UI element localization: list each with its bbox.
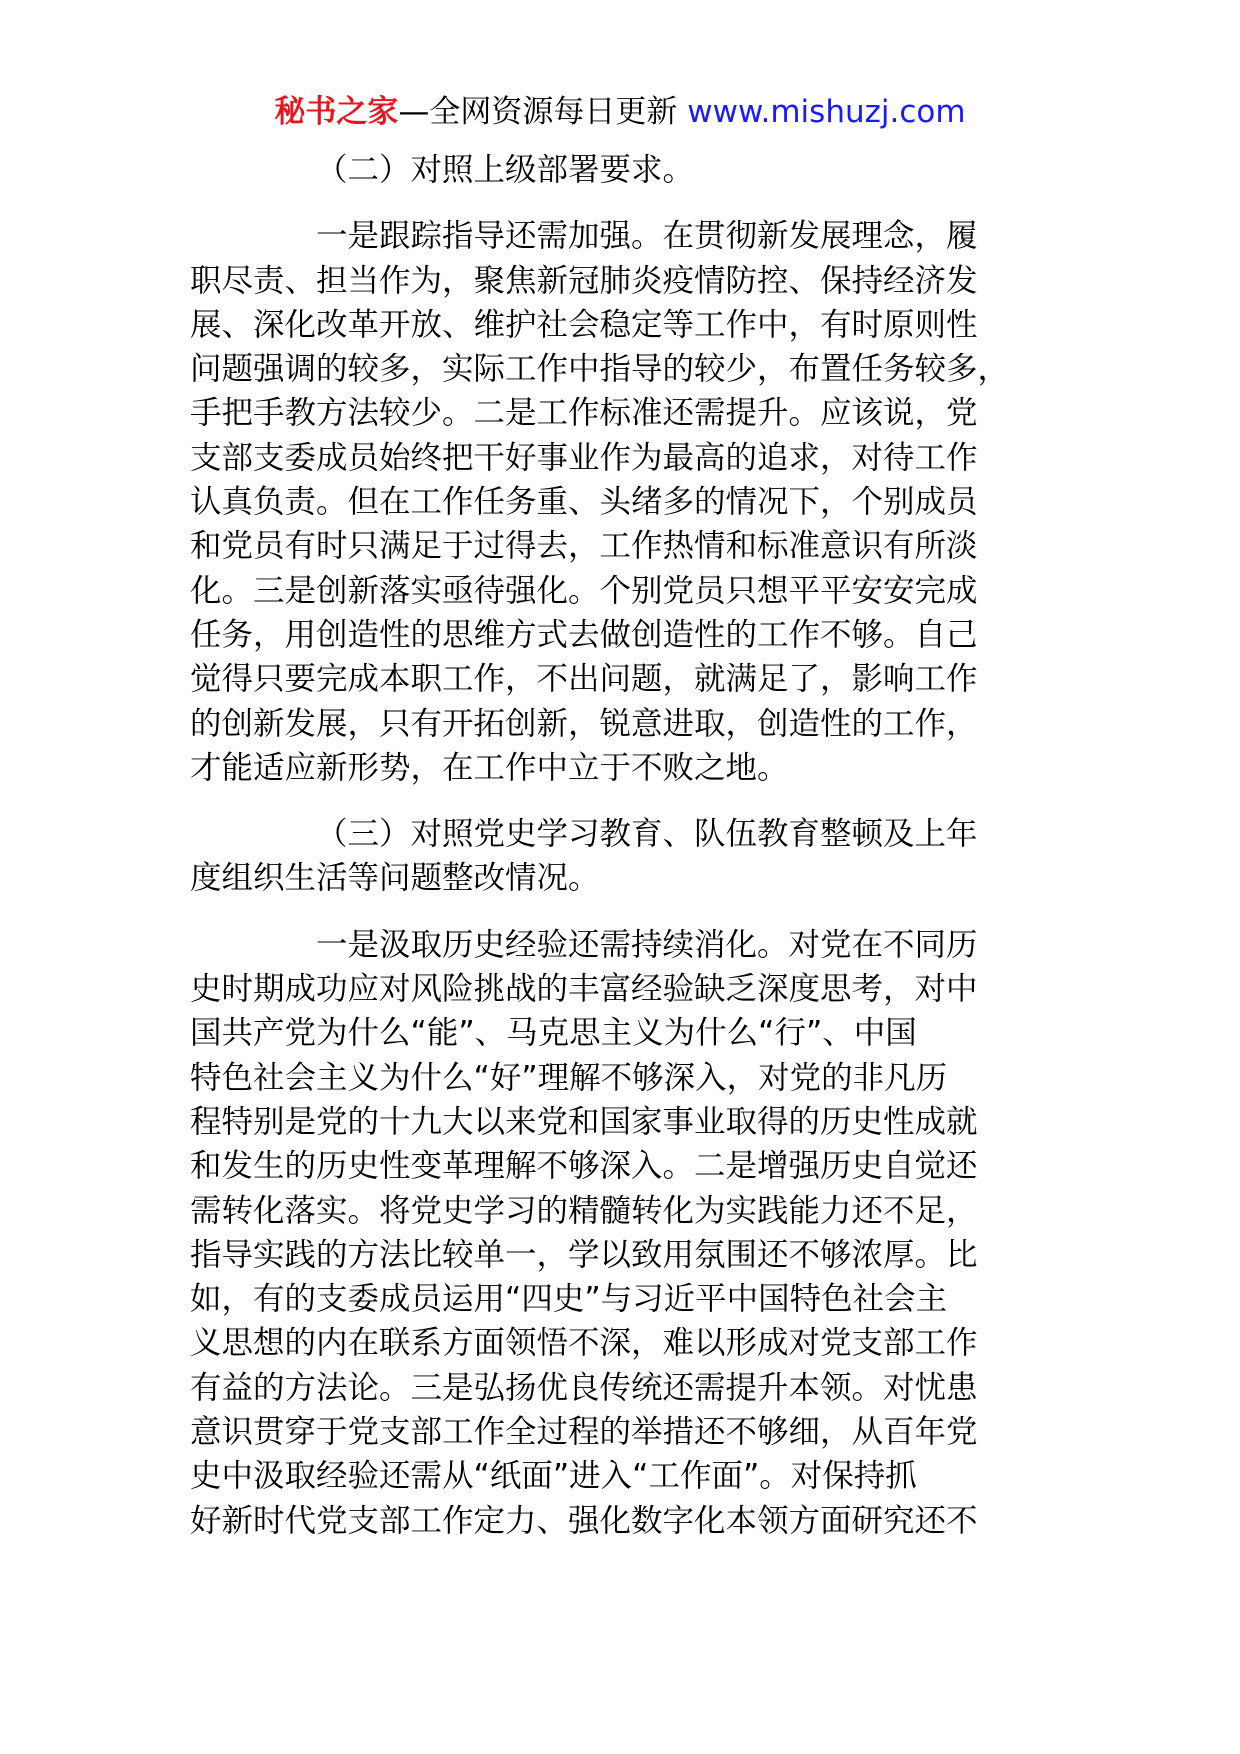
heading-line: （三）对照党史学习教育、队伍教育整顿及上年 — [316, 816, 978, 853]
section-3-paragraph — [190, 923, 1050, 1543]
text-line: 如，有的支委成员运用“四史”与习近平中国特色社会主 — [190, 1281, 948, 1318]
text-line: 史中汲取经验还需从“纸面”进入“工作面”。对保持抓 — [190, 1458, 917, 1495]
text-line: 一是汲取历史经验还需持续消化。对党在不同历 — [316, 926, 978, 963]
text-line: 和党员有时只满足于过得去，工作热情和标准意识有所淡 — [190, 528, 978, 565]
text-line: 职尽责、担当作为，聚焦新冠肺炎疫情防控、保持经济发 — [190, 262, 978, 299]
text-line: 义思想的内在联系方面领悟不深，难以形成对党支部工作 — [190, 1325, 978, 1362]
text-line: 好新时代党支部工作定力、强化数字化本领方面研究还不 — [190, 1502, 978, 1539]
text-line: 指导实践的方法比较单一，学以致用氛围还不够浓厚。比 — [190, 1236, 978, 1273]
brand-name: 秘书之家 — [274, 94, 399, 130]
text-line: 的创新发展，只有开拓创新，锐意进取，创造性的工作， — [190, 705, 978, 742]
text-line: 认真负责。但在工作任务重、头绪多的情况下，个别成员 — [190, 484, 978, 521]
text-line: 一是跟踪指导还需加强。在贯彻新发展理念，履 — [316, 218, 978, 255]
text-line: 史时期成功应对风险挑战的丰富经验缺乏深度思考，对中 — [190, 971, 978, 1008]
text-line: 有益的方法论。三是弘扬优良传统还需提升本领。对忧患 — [190, 1369, 978, 1406]
heading-line: （二）对照上级部署要求。 — [316, 152, 695, 188]
text-line: 手把手教方法较少。二是工作标准还需提升。应该说，党 — [190, 395, 978, 432]
text-line: 意识贯穿于党支部工作全过程的举措还不够细，从百年党 — [190, 1414, 978, 1451]
text-line: 才能适应新形势，在工作中立于不败之地。 — [190, 749, 789, 786]
text-line: 支部支委成员始终把干好事业作为最高的追求，对待工作 — [190, 439, 978, 476]
text-line: 和发生的历史性变革理解不够深入。二是增强历史自觉还 — [190, 1148, 978, 1185]
section-3-heading — [190, 812, 1050, 901]
document-body — [190, 148, 1050, 1543]
section-2-paragraph — [190, 214, 1050, 790]
text-line: 特色社会主义为什么“好”理解不够深入，对党的非凡历 — [190, 1059, 948, 1096]
header-tagline: —全网资源每日更新 — [398, 94, 688, 130]
text-line: 程特别是党的十九大以来党和国家事业取得的历史性成就 — [190, 1103, 978, 1140]
page-header — [0, 92, 1240, 132]
text-line: 化。三是创新落实亟待强化。个别党员只想平平安安完成 — [190, 572, 978, 609]
heading-line: 度组织生活等问题整改情况。 — [190, 860, 600, 897]
text-line: 问题强调的较多，实际工作中指导的较少，布置任务较多， — [190, 351, 1010, 388]
text-line: 国共产党为什么“能”、马克思主义为什么“行”、中国 — [190, 1015, 917, 1052]
text-line: 展、深化改革开放、维护社会稳定等工作中，有时原则性 — [190, 306, 978, 343]
text-line: 需转化落实。将党史学习的精髓转化为实践能力还不足， — [190, 1192, 978, 1229]
section-2-heading — [190, 148, 1050, 192]
text-line: 任务，用创造性的思维方式去做创造性的工作不够。自己 — [190, 616, 978, 653]
website-link[interactable]: www.mishuzj.com — [687, 94, 966, 130]
text-line: 觉得只要完成本职工作，不出问题，就满足了，影响工作 — [190, 661, 978, 698]
